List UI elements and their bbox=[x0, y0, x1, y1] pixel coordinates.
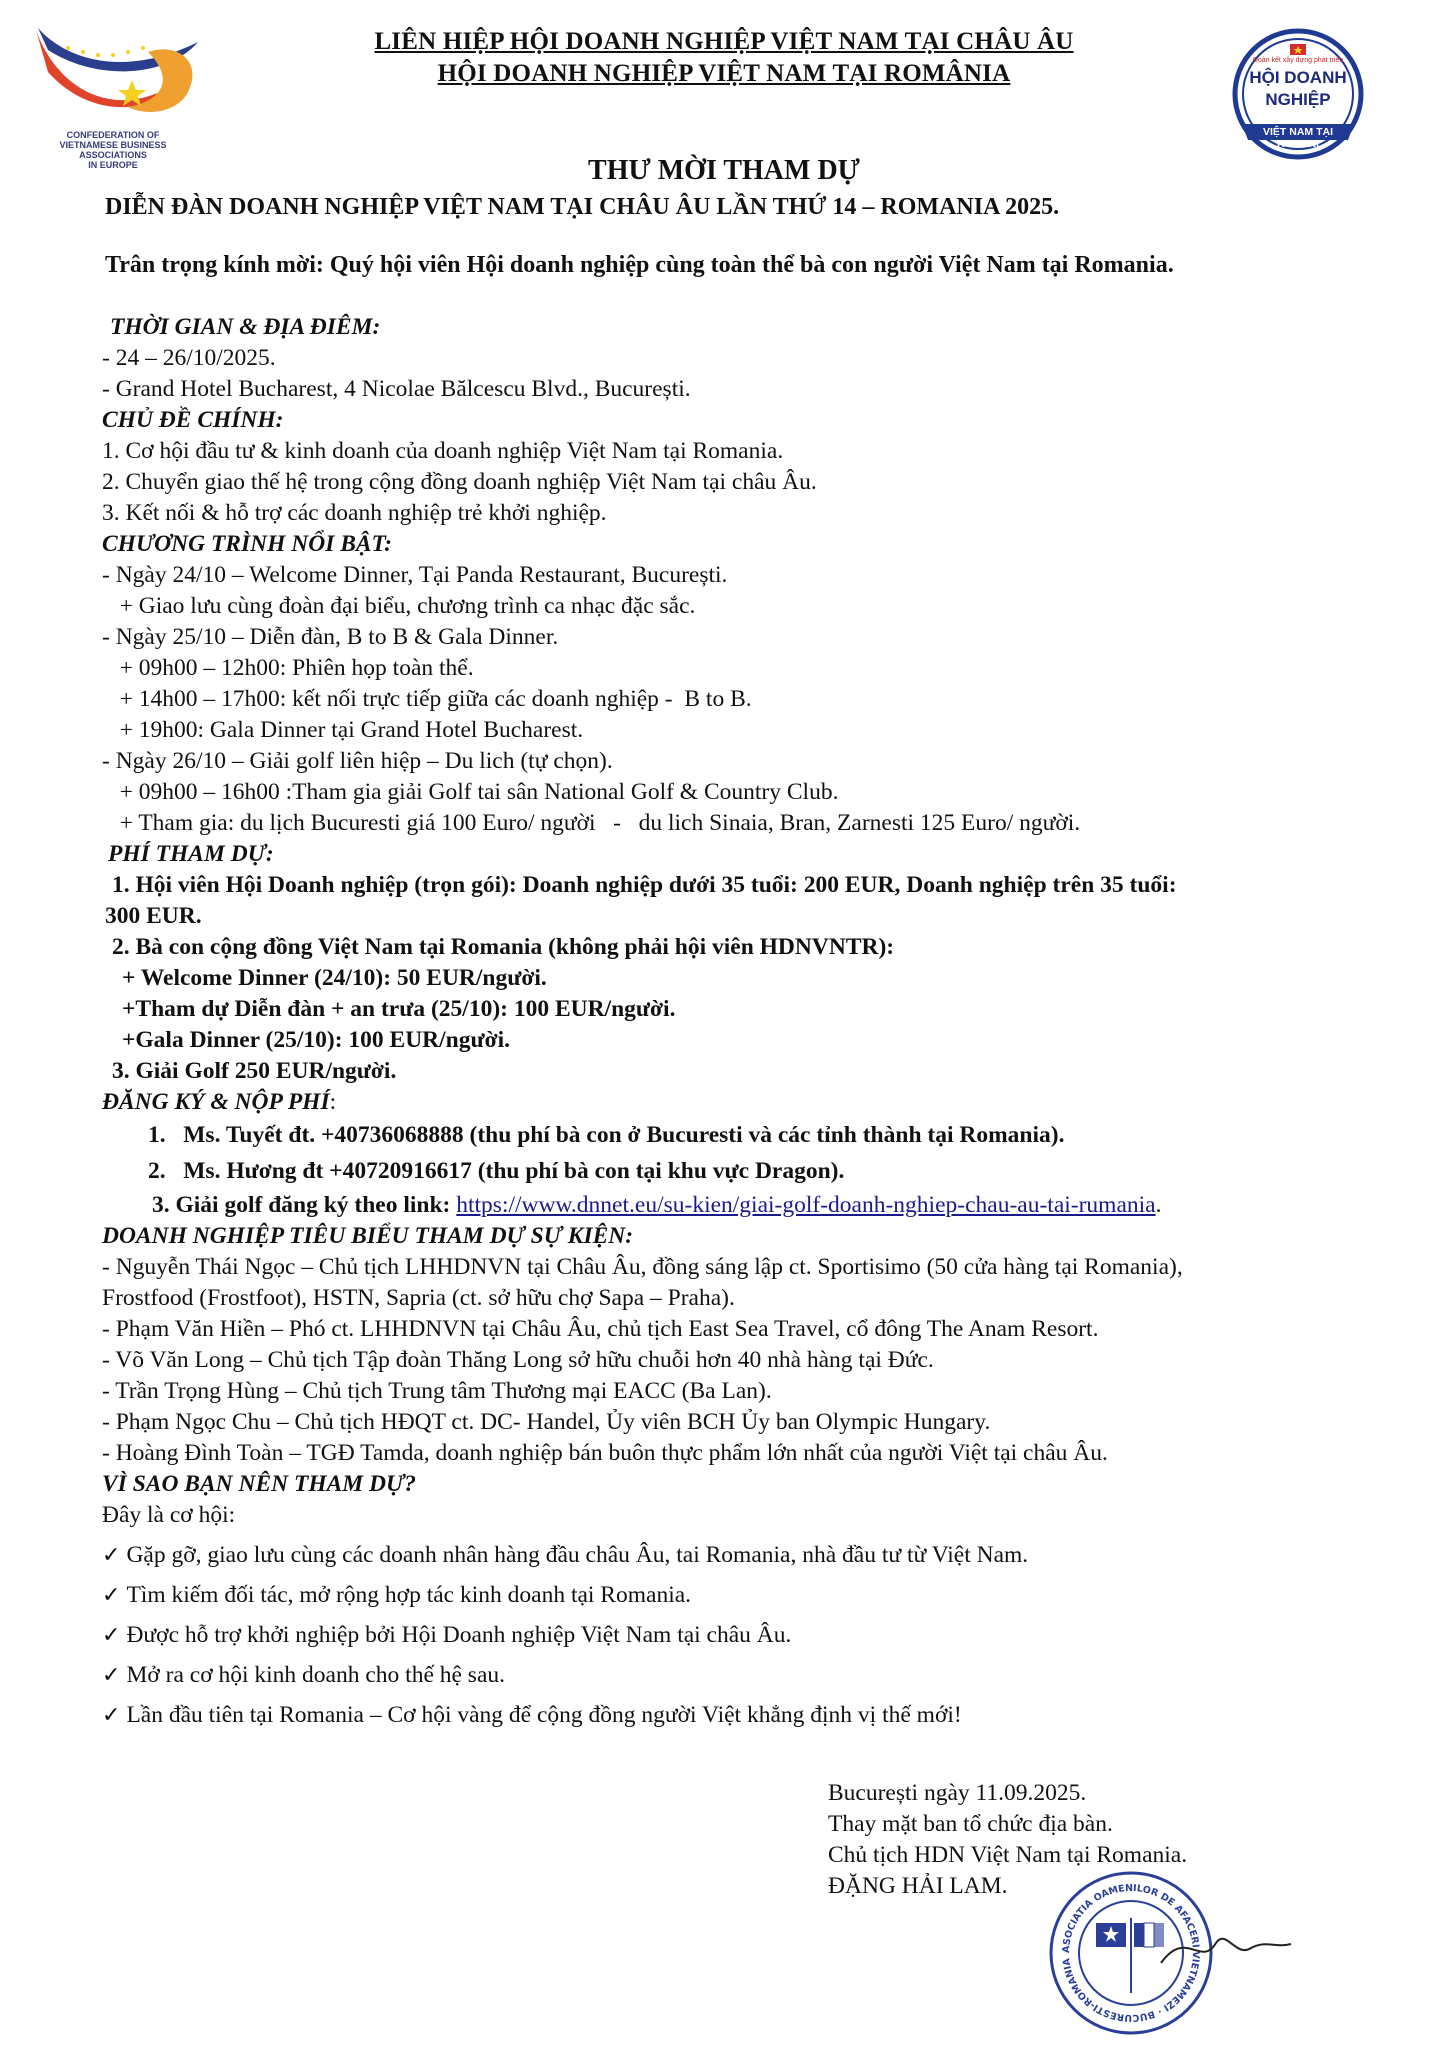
fee-item: +Tham dự Diễn đàn + an trưa (25/10): 100 EUR/người. bbox=[122, 996, 676, 1022]
theme-item: 1. Cơ hội đầu tư & kinh doanh của doanh nghiệp Việt Nam tại Romania. bbox=[102, 438, 784, 464]
registration-heading bbox=[102, 1087, 336, 1117]
why-item bbox=[102, 1620, 791, 1651]
header-line-2: HỘI DOANH NGHIỆP VIỆT NAM TẠI ROMÂNIA bbox=[437, 60, 1011, 87]
themes-heading: CHỦ ĐỀ CHÍNH: bbox=[102, 407, 284, 433]
why-item bbox=[102, 1580, 691, 1611]
why-item-text: Lần đầu tiên tại Romania – Cơ hội vàng để cộng đồng người Việt khẳng định vị thế mới! bbox=[126, 1702, 962, 1728]
fee-item: 1. Hội viên Hội Doanh nghiệp (trọn gói): Doanh nghiệp dưới 35 tuổi: 200 EUR, Doanh nghiệp trên 35 tuổi: bbox=[112, 872, 1177, 898]
check-icon: ✓ bbox=[102, 1623, 121, 1648]
attendee-item: - Phạm Văn Hiền – Phó ct. LHHDNVN tại Châu Âu, chủ tịch East Sea Travel, cổ đông The Anam Resort. bbox=[102, 1316, 1099, 1342]
time-place-item: - Grand Hotel Bucharest, 4 Nicolae Bălcescu Blvd., București. bbox=[102, 376, 691, 402]
program-item: + Giao lưu cùng đoàn đại biểu, chương trình ca nhạc đặc sắc. bbox=[102, 593, 696, 619]
program-item: - Ngày 24/10 – Welcome Dinner, Tại Panda Restaurant, București. bbox=[102, 562, 728, 588]
attendee-item: - Trần Trọng Hùng – Chủ tịch Trung tâm Thương mại EACC (Ba Lan). bbox=[102, 1378, 772, 1404]
fee-item: 2. Bà con cộng đồng Việt Nam tại Romania (không phải hội viên HDNVNTR): bbox=[112, 934, 895, 960]
fee-item: +Gala Dinner (25/10): 100 EUR/người. bbox=[122, 1027, 511, 1053]
signature-date: București ngày 11.09.2025. bbox=[828, 1780, 1087, 1806]
check-icon: ✓ bbox=[102, 1583, 121, 1608]
program-item: - Ngày 25/10 – Diễn đàn, B to B & Gala Dinner. bbox=[102, 624, 559, 650]
attendee-item: - Hoàng Đình Toàn – TGĐ Tamda, doanh nghiệp bán buôn thực phẩm lớn nhất của người Việt tại châu Âu. bbox=[102, 1440, 1108, 1466]
golf-registration-end: . bbox=[1155, 1192, 1162, 1218]
why-item bbox=[102, 1660, 505, 1691]
signature-role-1: Thay mặt ban tổ chức địa bàn. bbox=[828, 1811, 1113, 1837]
why-item-text: Gặp gỡ, giao lưu cùng các doanh nhân hàng đầu châu Âu, tai Romania, nhà đầu tư từ Việt Nam. bbox=[126, 1542, 1029, 1568]
logo-text-line1: CONFEDERATION OF bbox=[66, 130, 160, 140]
fees-heading: PHÍ THAM DỰ: bbox=[108, 841, 274, 867]
golf-registration-link[interactable]: https://www.dnnet.eu/su-kien/giai-golf-doanh-nghiep-chau-au-tai-rumania bbox=[456, 1192, 1156, 1218]
registration-item: 2. Ms. Hương đt +40720916617 (thu phí bà con tại khu vực Dragon). bbox=[148, 1158, 845, 1184]
registration-heading-colon: : bbox=[329, 1089, 337, 1115]
program-item: - Ngày 26/10 – Giải golf liên hiệp – Du lich (tự chọn). bbox=[102, 748, 613, 774]
why-item bbox=[102, 1700, 962, 1731]
registration-heading-text: ĐĂNG KÝ & NỘP PHÍ bbox=[102, 1089, 330, 1115]
badge-main-line1: HỘI DOANH bbox=[1249, 68, 1347, 87]
badge-ribbon-text: VIỆT NAM TẠI RUMANI bbox=[1263, 126, 1333, 150]
why-intro: Đây là cơ hội: bbox=[102, 1502, 236, 1528]
invitation-text: Trân trọng kính mời: Quý hội viên Hội doanh nghiệp cùng toàn thể bà con người Việt Nam tại Romania. bbox=[105, 252, 1174, 278]
logo-text-line3: IN EUROPE bbox=[88, 160, 138, 170]
handwritten-signature-icon bbox=[1156, 1918, 1296, 1978]
why-item-text: Mở ra cơ hội kinh doanh cho thế hệ sau. bbox=[126, 1662, 506, 1688]
why-item-text: Được hỗ trợ khởi nghiệp bởi Hội Doanh nghiệp Việt Nam tại châu Âu. bbox=[126, 1622, 792, 1648]
program-item: + Tham gia: du lịch Bucuresti giá 100 Euro/ người - du lich Sinaia, Bran, Zarnesti 125 Euro/ người. bbox=[102, 810, 1081, 836]
golf-registration bbox=[152, 1190, 1161, 1220]
badge-main-line2: NGHIỆP bbox=[1265, 90, 1331, 109]
stamp-text: ASOCIATIA OAMENILOR DE AFACERI VIETNAMEZI · BUCURESTI-ROMANIA bbox=[1060, 1882, 1202, 2024]
why-item-text: Tìm kiếm đối tác, mở rộng hợp tác kinh doanh tại Romania. bbox=[126, 1582, 692, 1608]
fee-item: 300 EUR. bbox=[105, 903, 202, 929]
check-icon: ✓ bbox=[102, 1543, 121, 1568]
golf-registration-label: 3. Giải golf đăng ký theo link: bbox=[152, 1192, 457, 1218]
why-heading: VÌ SAO BẠN NÊN THAM DỰ? bbox=[102, 1471, 416, 1497]
attendee-item: - Nguyễn Thái Ngọc – Chủ tịch LHHDNVN tại Châu Âu, đồng sáng lập ct. Sportisimo (50 cửa hàng tại Romania), bbox=[102, 1254, 1183, 1280]
signature-role-2: Chủ tịch HDN Việt Nam tại Romania. bbox=[828, 1842, 1188, 1868]
program-heading: CHƯƠNG TRÌNH NỔI BẬT: bbox=[102, 531, 392, 557]
why-item bbox=[102, 1540, 1028, 1571]
attendees-heading: DOANH NGHIỆP TIÊU BIỂU THAM DỰ SỰ KIỆN: bbox=[102, 1223, 634, 1249]
official-stamp bbox=[1046, 1868, 1216, 2038]
theme-item: 2. Chuyển giao thế hệ trong cộng đồng doanh nghiệp Việt Nam tại châu Âu. bbox=[102, 469, 817, 495]
header-line-1: LIÊN HIỆP HỘI DOANH NGHIỆP VIỆT NAM TẠI CHÂU ÂU bbox=[374, 28, 1074, 55]
check-icon: ✓ bbox=[102, 1703, 121, 1728]
logo-text-line2: VIETNAMESE BUSINESS ASSOCIATIONS bbox=[59, 140, 167, 160]
program-item: + 14h00 – 17h00: kết nối trực tiếp giữa các doanh nghiệp - B to B. bbox=[102, 686, 752, 712]
attendee-item: - Phạm Ngọc Chu – Chủ tịch HĐQT ct. DC- Handel, Ủy viên BCH Ủy ban Olympic Hungary. bbox=[102, 1409, 991, 1435]
theme-item: 3. Kết nối & hỗ trợ các doanh nghiệp trẻ khởi nghiệp. bbox=[102, 500, 607, 526]
program-item: + 19h00: Gala Dinner tại Grand Hotel Bucharest. bbox=[102, 717, 584, 743]
time-place-heading: THỜI GIAN & ĐỊA ĐIÊM: bbox=[110, 314, 381, 340]
page-title: THƯ MỜI THAM DỰ bbox=[588, 155, 860, 186]
registration-item: 1. Ms. Tuyết đt. +40736068888 (thu phí bà con ở Bucuresti và các tỉnh thành tại Romania). bbox=[148, 1122, 1065, 1148]
signature-name: ĐẶNG HẢI LAM. bbox=[828, 1873, 1008, 1899]
attendee-item: Frostfood (Frostfoot), HSTN, Sapria (ct. sở hữu chợ Sapa – Praha). bbox=[102, 1285, 735, 1311]
badge-top-text: Đoàn kết xây dựng phát triển bbox=[1252, 57, 1344, 64]
check-icon: ✓ bbox=[102, 1663, 121, 1688]
time-place-item: - 24 – 26/10/2025. bbox=[102, 345, 276, 371]
fee-item: + Welcome Dinner (24/10): 50 EUR/người. bbox=[122, 965, 547, 991]
fee-item: 3. Giải Golf 250 EUR/người. bbox=[112, 1058, 397, 1084]
attendee-item: - Võ Văn Long – Chủ tịch Tập đoàn Thăng Long sở hữu chuỗi hơn 40 nhà hàng tại Đức. bbox=[102, 1347, 934, 1373]
program-item: + 09h00 – 12h00: Phiên họp toàn thể. bbox=[102, 655, 474, 681]
page-subtitle: DIỄN ĐÀN DOANH NGHIỆP VIỆT NAM TẠI CHÂU ÂU LẦN THỨ 14 – ROMANIA 2025. bbox=[105, 194, 1060, 220]
program-item: + 09h00 – 16h00 :Tham gia giải Golf tai sân National Golf & Country Club. bbox=[102, 779, 839, 805]
